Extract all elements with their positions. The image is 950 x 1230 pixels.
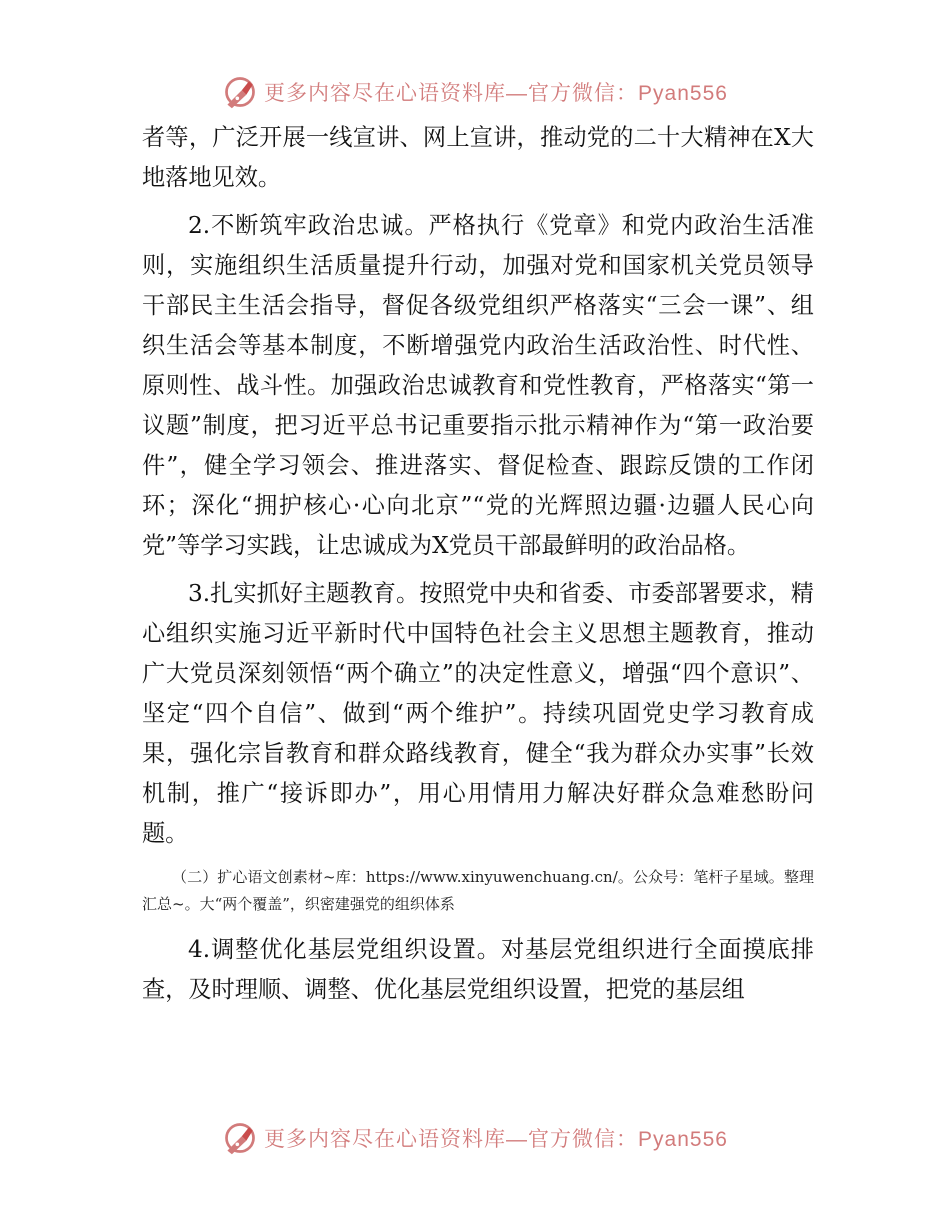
- pen-logo-icon: [222, 74, 258, 110]
- paragraph-political-loyalty: 2.不断筑牢政治忠诚。严格执行《党章》和党内政治生活准则，实施组织生活质量提升行动，加强对党和国家机关党员领导干部民主生活会指导，督促各级党组织严格落实“三会一课”、组织生活会等基本制度，不断增强党内政治生活政治性、时代性、原则性、战斗性。加强政治忠诚教育和党性教育，严格落实“第一议题”制度，把习近平总书记重要指示批示精神作为“第一政治要件”，健全学习领会、推进落实、督促检查、跟踪反馈的工作闭环；深化“拥护核心·心向北京”“党的光辉照边疆·边疆人民心向党”等学习实践，让忠诚成为X党员干部最鲜明的政治品格。: [142, 212, 814, 559]
- section-heading-note: （二）扩心语文创素材~库：https://www.xinyuwenchuang.cn/。公众号：笔杆子星域。整理汇总~。大“两个覆盖”，织密建强党的组织体系: [142, 868, 814, 913]
- footer-watermark: [0, 1118, 950, 1158]
- paragraph-theme-education: 3.扎实抓好主题教育。按照党中央和省委、市委部署要求，精心组织实施习近平新时代中国特色社会主义思想主题教育，推动广大党员深刻领悟“两个确立”的决定性意义，增强“四个意识”、坚定“四个自信”、做到“两个维护”。持续巩固党史学习教育成果，强化宗旨教育和群众路线教育，健全“我为群众办实事”长效机制，推广“接诉即办”，用心用情用力解决好群众急难愁盼问题。: [142, 580, 814, 847]
- pen-logo-icon: [222, 1120, 258, 1156]
- header-watermark: [0, 72, 950, 112]
- document-body: [142, 118, 814, 1010]
- header-watermark-text: 更多内容尽在心语资料库—官方微信：Pyan556: [264, 82, 728, 105]
- footer-watermark-text: 更多内容尽在心语资料库—官方微信：Pyan556: [264, 1128, 728, 1151]
- paragraph-grassroots-organization: 4.调整优化基层党组织设置。对基层党组织进行全面摸底排查，及时理顺、调整、优化基层党组织设置，把党的基层组: [142, 936, 814, 1003]
- paragraph-continuation: 者等，广泛开展一线宣讲、网上宣讲，推动党的二十大精神在X大地落地见效。: [142, 124, 814, 191]
